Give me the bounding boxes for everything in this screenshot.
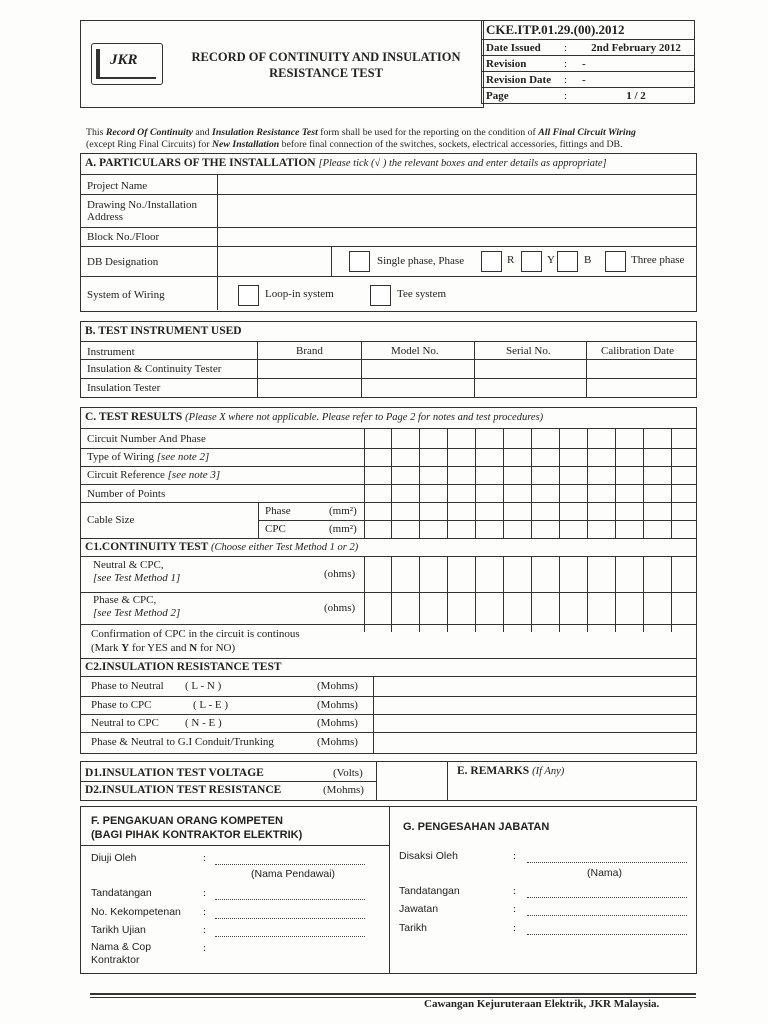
grid-col <box>671 428 672 538</box>
c1-note: (Choose either Test Method 1 or 2) <box>211 542 359 553</box>
grid-col <box>503 428 504 538</box>
logo-underline-icon <box>96 77 156 79</box>
grid-col <box>531 556 532 632</box>
grid-col <box>364 428 365 538</box>
grid-col <box>475 428 476 538</box>
divider <box>81 732 696 733</box>
remarks-label <box>457 765 564 777</box>
instrument-header: Instrument <box>87 346 135 358</box>
col-divider <box>586 341 587 397</box>
phase-r-checkbox[interactable] <box>481 251 502 272</box>
divider <box>81 676 696 677</box>
intro-t4: Insulation Resistance Test <box>212 127 318 138</box>
section-a-title <box>85 157 607 169</box>
section-b <box>80 321 697 398</box>
meta-value: - <box>578 72 695 88</box>
phase-label: Phase <box>265 505 291 517</box>
cpc-confirm-text: Confirmation of CPC in the circuit is continous <box>91 628 300 640</box>
col-divider <box>331 246 332 276</box>
project-name-label: Project Name <box>87 180 148 192</box>
model-no-header: Model No. <box>391 345 439 357</box>
section-b-title: B. TEST INSTRUMENT USED <box>85 325 242 337</box>
instrument-row-1: Insulation & Continuity Tester <box>87 363 222 375</box>
doc-meta-table <box>481 20 695 104</box>
cpc-unit: (mm²) <box>329 523 357 535</box>
nama-cop-1: Nama & Cop <box>91 941 152 953</box>
divider <box>81 592 696 593</box>
logo-text: JKR <box>110 52 138 68</box>
meta-sep: : <box>560 56 578 72</box>
loop-in-label: Loop-in system <box>265 288 334 300</box>
ir-row-label: Neutral to CPC <box>91 717 159 729</box>
grid-col <box>503 556 504 632</box>
ir-row-unit: (Mohms) <box>317 736 358 748</box>
divider <box>81 696 696 697</box>
intro-t1: This <box>86 127 106 138</box>
grid-col <box>587 556 588 632</box>
cpc-label: CPC <box>265 523 286 535</box>
divider <box>81 359 696 360</box>
col-divider <box>474 341 475 397</box>
grid-col <box>447 428 448 538</box>
jkr-logo <box>91 43 163 85</box>
grid-col <box>559 556 560 632</box>
d1-unit: (Volts) <box>333 767 363 779</box>
phase-cpc-unit: (ohms) <box>324 602 356 614</box>
grid-col <box>419 428 420 538</box>
ir-row-unit: (Mohms) <box>317 699 358 711</box>
meta-value: - <box>578 56 695 72</box>
jawatan-sep: : <box>513 903 517 915</box>
confirm-c: for YES and <box>129 642 190 654</box>
nama-cop-2: Kontraktor <box>91 954 140 966</box>
loop-in-checkbox[interactable] <box>238 285 259 306</box>
grid-col <box>364 556 365 632</box>
divider <box>81 341 696 342</box>
section-c <box>80 407 697 754</box>
grid-col <box>447 556 448 632</box>
tarikh-label: Tarikh <box>399 922 428 934</box>
cable-size-label: Cable Size <box>87 514 135 526</box>
divider <box>81 781 376 782</box>
divider <box>81 448 696 449</box>
result-grid <box>364 428 696 538</box>
system-wiring-label: System of Wiring <box>87 289 165 301</box>
logo-bar-icon <box>96 49 100 77</box>
drawing-no-label: Drawing No./Installation Address <box>87 199 197 223</box>
grid-col <box>531 428 532 538</box>
project-name-field[interactable] <box>218 175 695 194</box>
section-c-title <box>85 411 543 423</box>
meta-sep: : <box>560 40 578 56</box>
intro-t5: form shall be used for the reporting on the condition of <box>317 127 539 138</box>
test-voltage-field[interactable] <box>377 763 447 780</box>
grid-col <box>643 556 644 632</box>
block-no-label: Block No./Floor <box>87 231 160 243</box>
meta-sep: : <box>560 88 578 104</box>
phase-cpc-note: [see Test Method 2] <box>93 607 181 619</box>
col-divider <box>389 807 390 973</box>
form-title <box>171 49 481 81</box>
calibration-date-header: Calibration Date <box>601 345 675 357</box>
no-kompetenan-input[interactable] <box>215 906 365 919</box>
jawatan-input[interactable] <box>527 903 687 916</box>
grid-col <box>391 428 392 538</box>
divider <box>81 845 389 846</box>
tarikh-sep: : <box>513 922 517 934</box>
divider <box>81 624 696 625</box>
circuit-number-label: Circuit Number And Phase <box>87 433 206 445</box>
intro-t2: Record Of Continuity <box>105 127 193 138</box>
d2-label: D2.INSULATION TEST RESISTANCE <box>85 784 282 796</box>
tee-system-checkbox[interactable] <box>370 285 391 306</box>
divider <box>81 538 696 539</box>
block-no-field[interactable] <box>218 228 695 246</box>
tarikh-ujian-input[interactable] <box>215 924 365 937</box>
col-divider <box>361 341 362 397</box>
divider <box>81 276 696 277</box>
meta-value: 1 / 2 <box>578 88 695 104</box>
type-wiring-note: [see note 2] <box>156 451 210 463</box>
ir-row-code: ( L - E ) <box>193 699 229 711</box>
tandatangan-g-label: Tandatangan <box>399 885 460 897</box>
section-a-heading: A. PARTICULARS OF THE INSTALLATION <box>85 157 316 169</box>
circuit-ref-note: [see note 3] <box>167 469 221 481</box>
grid-col <box>643 428 644 538</box>
ir-row-label: Phase to Neutral <box>91 680 164 692</box>
divider <box>81 484 696 485</box>
tee-system-label: Tee system <box>397 288 447 300</box>
tandatangan-f-sep: : <box>203 887 207 899</box>
meta-label: Revision Date <box>482 72 561 88</box>
phase-unit: (mm²) <box>329 505 357 517</box>
tandatangan-f-label: Tandatangan <box>91 887 152 899</box>
tandatangan-g-sep: : <box>513 885 517 897</box>
header-box <box>80 20 484 108</box>
jawatan-label: Jawatan <box>399 903 439 915</box>
cpc-confirm-label <box>91 627 300 655</box>
intro-t9: before final connection of the switches, sockets, electrical accessories, fittings and DB. <box>279 139 623 150</box>
diuji-sep: : <box>203 852 207 864</box>
doc-code: CKE.ITP.01.29.(00).2012 <box>482 21 695 40</box>
footer-text: Cawangan Kejuruteraan Elektrik, JKR Malaysia. <box>424 998 660 1010</box>
ir-row-label: Phase & Neutral to G.I Conduit/Trunking <box>91 736 274 748</box>
ir-row-code: ( L - N ) <box>185 680 222 692</box>
three-phase-label: Three phase <box>631 254 685 266</box>
section-c-note: (Please X where not applicable. Please refer to Page 2 for notes and test procedures) <box>185 412 544 423</box>
title-line-1: RECORD OF CONTINUITY AND INSULATION <box>191 50 461 64</box>
grid-col <box>419 556 420 632</box>
section-a-note: [Please tick (√ ) the relevant boxes and enter details as appropriate] <box>318 158 607 169</box>
grid-col <box>559 428 560 538</box>
c1-title <box>85 541 358 553</box>
three-phase-checkbox[interactable] <box>605 251 626 272</box>
phase-b-checkbox[interactable] <box>557 251 578 272</box>
single-phase-checkbox[interactable] <box>349 251 370 272</box>
nama-cop-sep: : <box>203 942 207 954</box>
circuit-ref-label <box>87 469 220 481</box>
divider <box>81 246 696 247</box>
remarks-note: (If Any) <box>532 766 565 777</box>
section-g-title: G. PENGESAHAN JABATAN <box>403 821 550 833</box>
phase-y-label: Y <box>547 254 555 266</box>
neutral-cpc-unit: (ohms) <box>324 568 356 580</box>
db-designation-label: DB Designation <box>87 256 159 268</box>
num-points-label: Number of Points <box>87 488 166 500</box>
type-wiring-text: Type of Wiring <box>87 451 157 463</box>
serial-no-header: Serial No. <box>506 345 551 357</box>
single-phase-label: Single phase, Phase <box>377 255 465 267</box>
ir-row-unit: (Mohms) <box>317 717 358 729</box>
disaksi-input[interactable] <box>527 850 687 863</box>
grid-col <box>391 556 392 632</box>
divider <box>81 658 696 659</box>
divider <box>81 502 696 503</box>
meta-sep: : <box>560 72 578 88</box>
section-f-title <box>91 814 302 842</box>
grid-col <box>615 556 616 632</box>
grid-col <box>475 556 476 632</box>
grid-col <box>615 428 616 538</box>
remarks-heading: E. REMARKS <box>457 765 533 777</box>
phase-b-label: B <box>584 254 592 266</box>
tarikh-ujian-label: Tarikh Ujian <box>91 924 146 936</box>
tarikh-ujian-sep: : <box>203 924 207 936</box>
divider <box>81 378 696 379</box>
cpc-confirm-mark <box>91 641 300 655</box>
ir-row-code: ( N - E ) <box>185 717 222 729</box>
result-grid-c1 <box>364 556 696 632</box>
disaksi-label: Disaksi Oleh <box>399 850 458 862</box>
no-kompetenan-sep: : <box>203 906 207 918</box>
meta-label: Page <box>482 88 561 104</box>
d2-unit: (Mohms) <box>323 784 364 796</box>
tandatangan-g-input[interactable] <box>527 885 687 898</box>
meta-value: 2nd February 2012 <box>578 40 695 56</box>
intro-t3: and <box>192 127 213 138</box>
section-d <box>80 761 697 801</box>
type-wiring-label <box>87 451 209 463</box>
disaksi-sep: : <box>513 850 517 862</box>
section-f-title-2: (BAGI PIHAK KONTRAKTOR ELEKTRIK) <box>91 829 303 841</box>
meta-label: Date Issued <box>482 40 561 56</box>
confirm-e: for NO) <box>197 642 236 654</box>
intro-t6: All Final Circuit Wiring <box>538 127 636 138</box>
grid-col <box>671 556 672 632</box>
diuji-input[interactable] <box>215 852 365 865</box>
col-divider <box>447 762 448 800</box>
grid-col <box>587 428 588 538</box>
intro-text <box>86 127 706 151</box>
col-divider <box>257 341 258 397</box>
tandatangan-f-input[interactable] <box>215 887 365 900</box>
meta-label: Revision <box>482 56 561 72</box>
d1-label: D1.INSULATION TEST VOLTAGE <box>85 767 264 779</box>
phase-r-label: R <box>507 254 515 266</box>
neutral-cpc-text: Neutral & CPC, <box>93 559 164 571</box>
phase-y-checkbox[interactable] <box>521 251 542 272</box>
brand-header: Brand <box>296 345 323 357</box>
divider <box>81 714 696 715</box>
section-f-title-1: F. PENGAKUAN ORANG KOMPETEN <box>91 815 283 827</box>
neutral-cpc-note: [see Test Method 1] <box>93 572 181 584</box>
circuit-ref-text: Circuit Reference <box>87 469 168 481</box>
confirm-b: Y <box>121 642 130 654</box>
divider <box>258 520 696 521</box>
c2-title: C2.INSULATION RESISTANCE TEST <box>85 661 282 673</box>
ir-row-label: Phase to CPC <box>91 699 152 711</box>
confirm-d: N <box>189 642 198 654</box>
divider <box>81 466 696 467</box>
section-fg <box>80 806 697 974</box>
section-c-heading: C. TEST RESULTS <box>85 411 183 423</box>
c1-heading: C1.CONTINUITY TEST <box>85 541 212 553</box>
confirm-a: (Mark <box>91 642 122 654</box>
nama-g-label: (Nama) <box>587 867 623 879</box>
drawing-no-field[interactable] <box>218 195 695 227</box>
phase-cpc-text: Phase & CPC, <box>93 594 157 606</box>
intro-t8: New Installation <box>211 139 280 150</box>
title-line-2: RESISTANCE TEST <box>269 66 383 80</box>
instrument-row-2: Insulation Tester <box>87 382 161 394</box>
ir-row-unit: (Mohms) <box>317 680 358 692</box>
intro-t7: (except Ring Final Circuits) for <box>86 139 212 150</box>
neutral-cpc-label <box>93 559 180 585</box>
diuji-label: Diuji Oleh <box>91 852 137 864</box>
tarikh-input[interactable] <box>527 922 687 935</box>
phase-cpc-label <box>93 594 180 620</box>
nama-cop-label <box>91 941 151 967</box>
no-kompetenan-label: No. Kekompetenan <box>91 906 181 918</box>
nama-pendawai-label: (Nama Pendawai) <box>251 868 336 880</box>
section-a <box>80 153 697 312</box>
